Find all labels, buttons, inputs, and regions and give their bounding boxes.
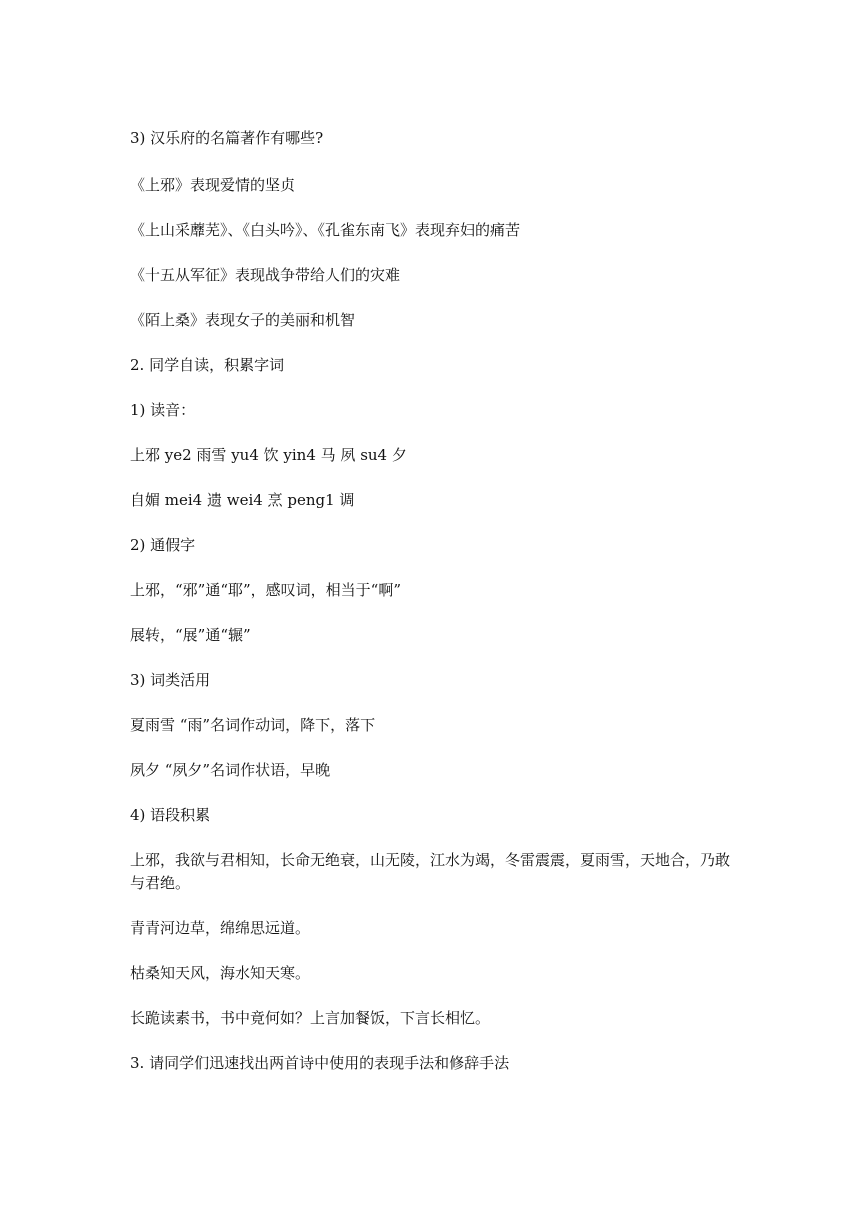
subheading-passage-accumulation: 4) 语段积累 — [130, 806, 211, 824]
text-line: 《上邪》表现爱情的坚贞 — [130, 176, 296, 194]
text-line: 青青河边草，绵绵思远道。 — [130, 919, 311, 937]
text-paragraph: 上邪，我欲与君相知，长命无绝衰，山无陵，江水为竭，冬雷震震，夏雨雪，天地合，乃敢与君绝。 — [130, 851, 731, 892]
text-line: 枯桑知天风，海水知天寒。 — [130, 964, 311, 982]
question-heading-famous-works: 3) 汉乐府的名篇著作有哪些? — [130, 129, 324, 147]
subheading-pronunciation: 1) 读音： — [130, 401, 196, 419]
section-heading-expression-techniques: 3. 请同学们迅速找出两首诗中使用的表现手法和修辞手法 — [130, 1054, 510, 1072]
text-line: 《陌上桑》表现女子的美丽和机智 — [130, 311, 356, 329]
text-line: 《上山采蘼芜》、《白头吟》、《孔雀东南飞》表现弃妇的痛苦 — [130, 221, 521, 239]
text-line: 展转，“展”通“辗” — [130, 626, 251, 644]
text-line: 《十五从军征》表现战争带给人们的灾难 — [130, 266, 401, 284]
text-line: 夏雨雪 “雨”名词作动词，降下，落下 — [130, 716, 376, 734]
text-line: 自媚 mei4 遗 wei4 烹 peng1 调 — [130, 491, 355, 509]
text-line: 上邪，“邪”通“耶”，感叹词，相当于“啊” — [130, 581, 402, 599]
subheading-interchangeable-chars: 2) 通假字 — [130, 536, 196, 554]
section-heading-self-reading: 2. 同学自读，积累字词 — [130, 356, 285, 374]
document-page — [130, 0, 740, 1216]
subheading-word-class-usage: 3) 词类活用 — [130, 671, 211, 689]
text-line: 夙夕 “夙夕”名词作状语，早晚 — [130, 761, 331, 779]
text-line: 上邪 ye2 雨雪 yu4 饮 yin4 马 夙 su4 夕 — [130, 446, 407, 464]
text-line: 长跪读素书，书中竟何如？上言加餐饭，下言长相忆。 — [130, 1009, 491, 1027]
